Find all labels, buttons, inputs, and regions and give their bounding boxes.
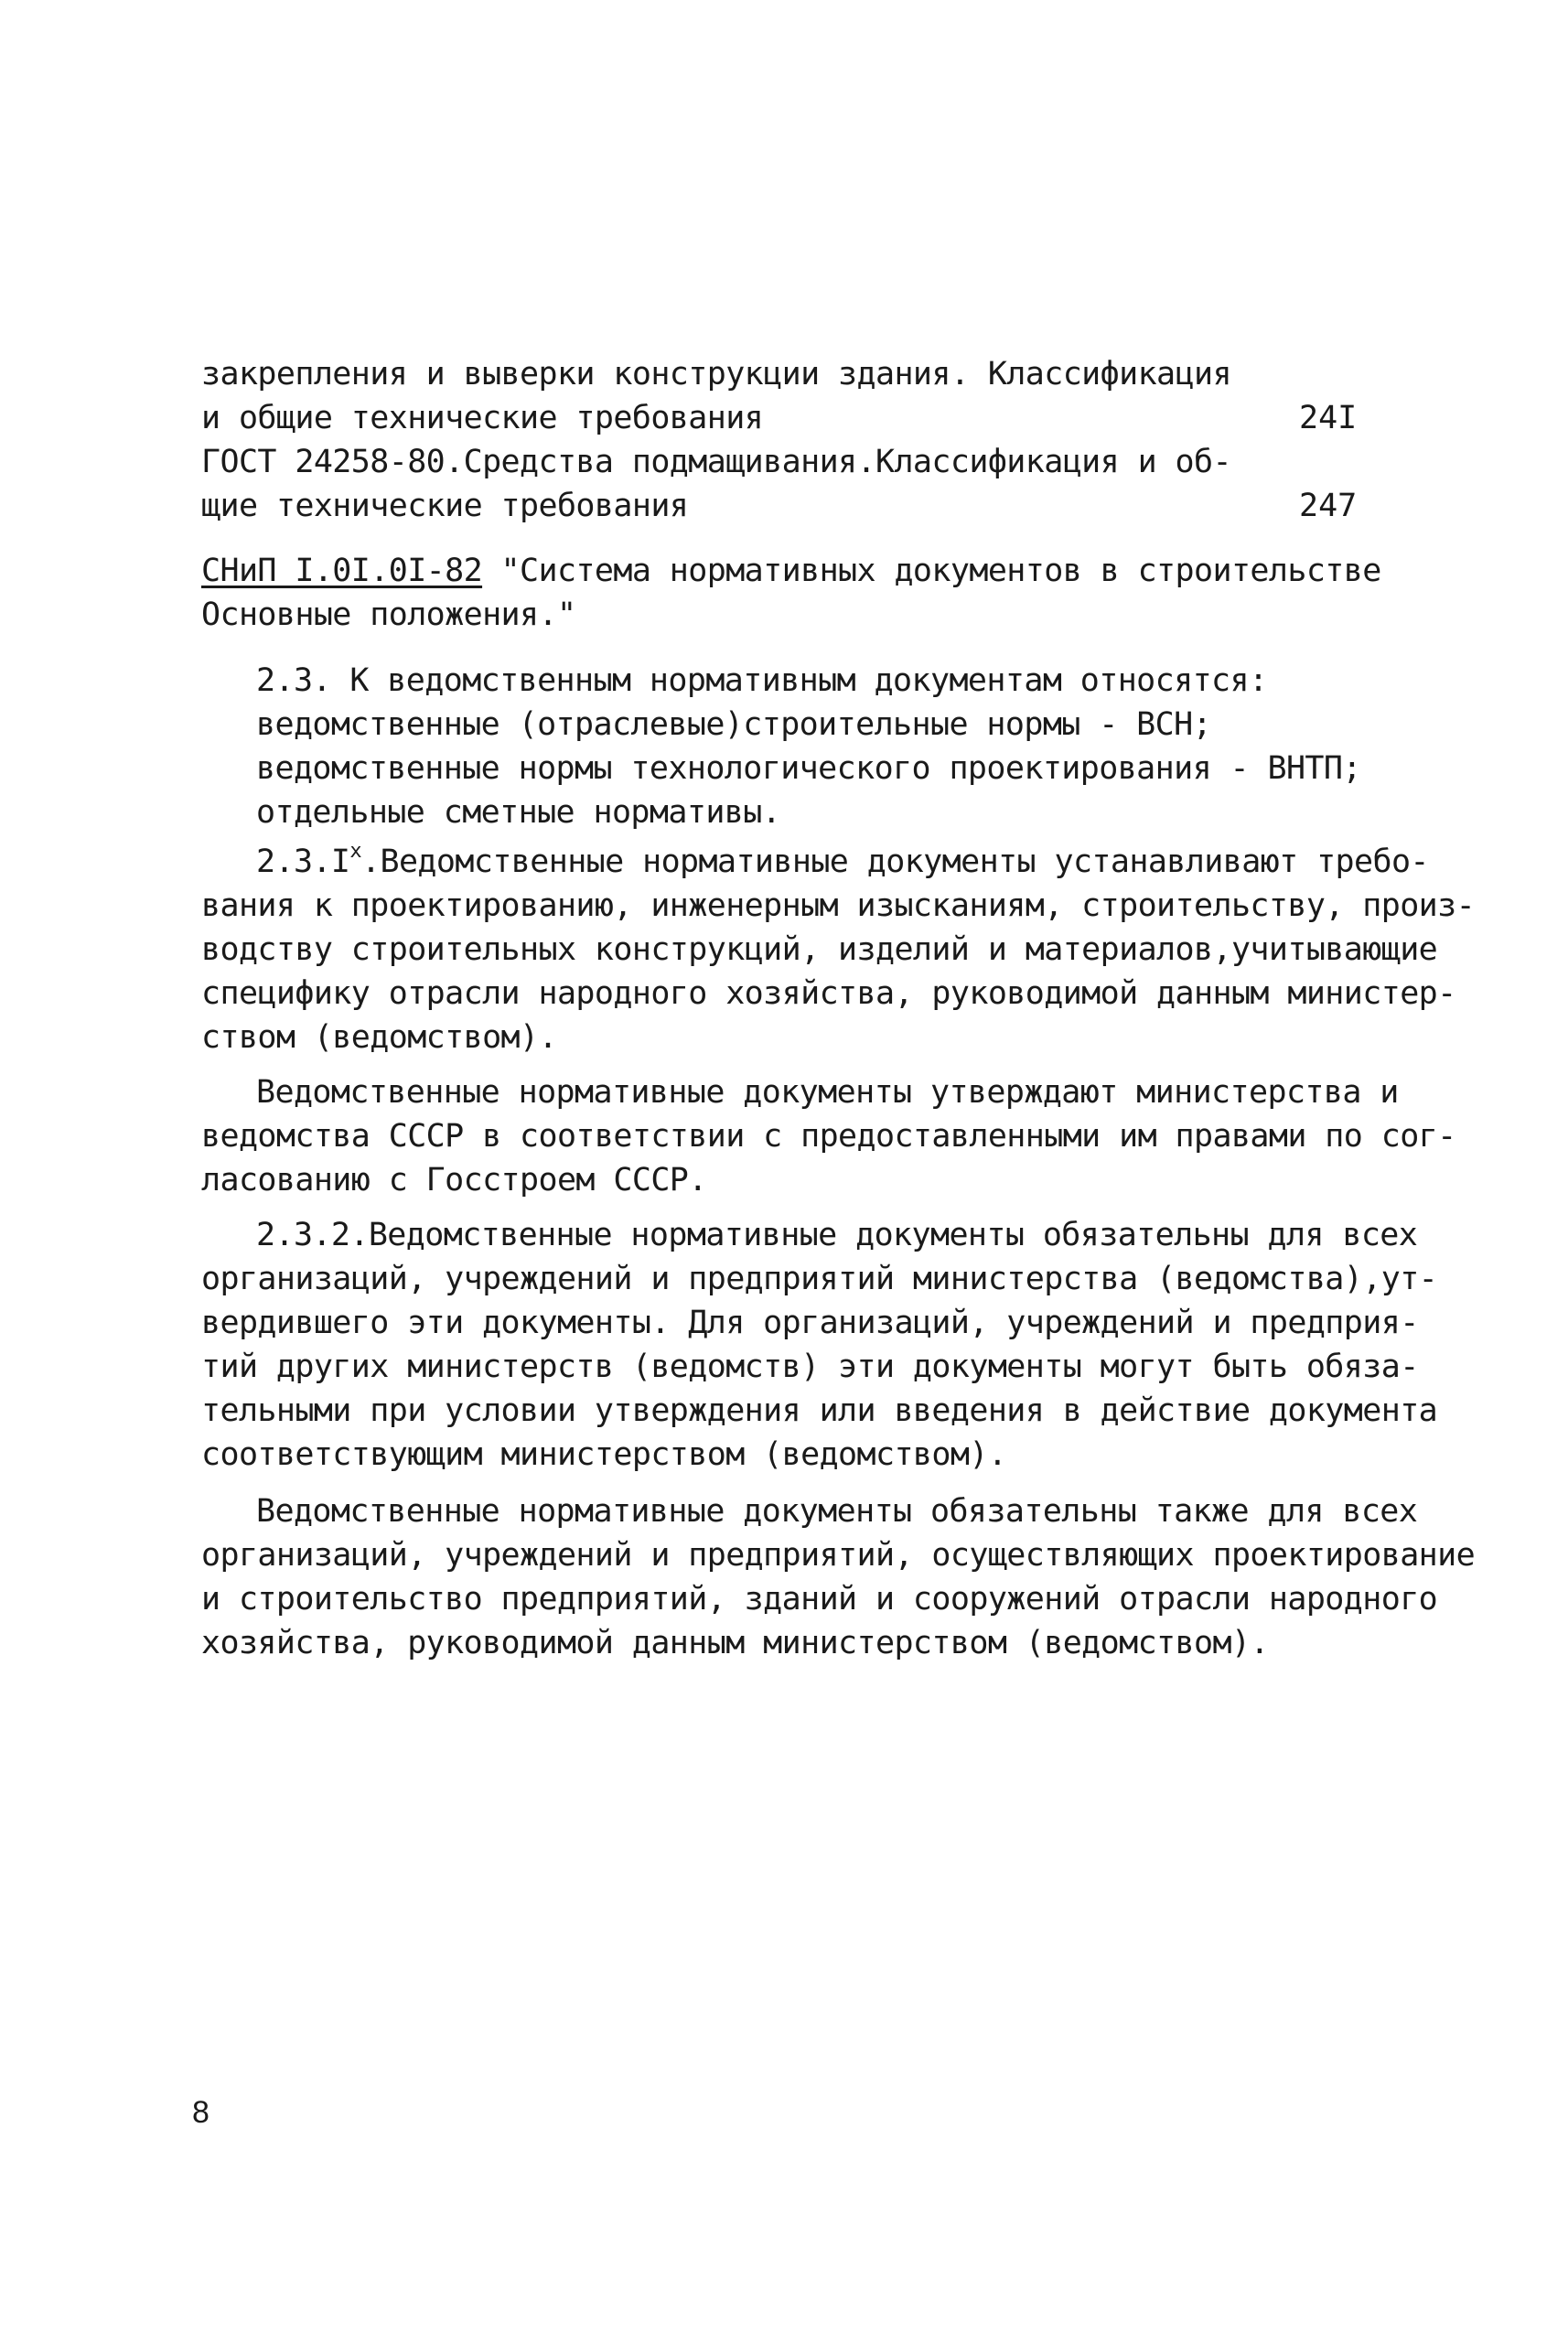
section-2-3-2-line: тельными при условии утверждения или введения в действие документа	[201, 1392, 1438, 1429]
page-number: 8	[192, 2095, 209, 2130]
section-2-3-item: ведомственные нормы технологического проектирования - ВНТП;	[256, 750, 1361, 787]
section-text: .Ведомственные нормативные документы устанавливают требо-	[361, 844, 1429, 880]
section-2-3-1-line: ством (ведомством).	[201, 1019, 557, 1056]
toc-entry-1-line-1: закрепления и выверки конструкции здания. Классификация	[201, 356, 1231, 392]
section-2-3-item: отдельные сметные нормативы.	[256, 794, 781, 831]
approval-paragraph-line: ведомства СССР в соответствии с предоставленными им правами по сог-	[201, 1118, 1456, 1155]
approval-paragraph-line: Ведомственные нормативные документы утверждают министерства и	[256, 1074, 1399, 1111]
also-paragraph-line: и строительство предприятий, зданий и сооружений отрасли народного	[201, 1581, 1438, 1618]
snip-reference	[201, 549, 1381, 593]
section-2-3-2-line: организаций, учреждений и предприятий министерства (ведомства),ут-	[201, 1261, 1438, 1297]
section-2-3-2-line: вердившего эти документы. Для организаций, учреждений и предприя-	[201, 1305, 1419, 1341]
also-paragraph-line: хозяйства, руководимой данным министерством (ведомством).	[201, 1625, 1269, 1661]
section-2-3-2-line: 2.3.2.Ведомственные нормативные документы обязательны для всех	[256, 1217, 1418, 1253]
section-2-3-2-line: соответствующим министерством (ведомством).	[201, 1436, 1007, 1473]
section-2-3-1-first-line	[256, 840, 1429, 888]
section-2-3-item: ведомственные (отраслевые)строительные нормы - ВСН;	[256, 706, 1212, 743]
toc-entry-2-page: 247	[1299, 488, 1358, 524]
also-paragraph-line: организаций, учреждений и предприятий, осуществляющих проектирование	[201, 1537, 1476, 1574]
toc-entry-1-line-2: и общие технические требования	[201, 400, 764, 436]
toc-entry-2-line-2: щие технические требования	[201, 488, 689, 524]
toc-entry-2-line-1: ГОСТ 24258-80.Средства подмащивания.Классификация и об-	[201, 444, 1231, 480]
section-2-3-2-line: тий других министерств (ведомств) эти документы могут быть обяза-	[201, 1349, 1419, 1385]
section-2-3-heading: 2.3. К ведомственным нормативным документам относятся:	[256, 662, 1268, 699]
snip-title: "Система нормативных документов в строительстве	[482, 553, 1381, 589]
snip-code: СНиП I.0I.0I-82	[201, 553, 483, 589]
section-2-3-1-line: вания к проектированию, инженерным изысканиям, строительству, произ-	[201, 887, 1476, 924]
approval-paragraph-line: ласованию с Госстроем СССР.	[201, 1162, 707, 1198]
also-paragraph-line: Ведомственные нормативные документы обязательны также для всех	[256, 1493, 1418, 1530]
section-2-3-1-line: специфику отрасли народного хозяйства, руководимой данным министер-	[201, 975, 1456, 1012]
section-2-3-1-line: водству строительных конструкций, изделий и материалов,учитывающие	[201, 931, 1438, 968]
section-number: 2.3.I	[256, 844, 350, 880]
section-mark: x	[349, 840, 362, 863]
toc-entry-1-page: 24I	[1299, 400, 1358, 436]
snip-title-line-2: Основные положения."	[201, 596, 576, 633]
